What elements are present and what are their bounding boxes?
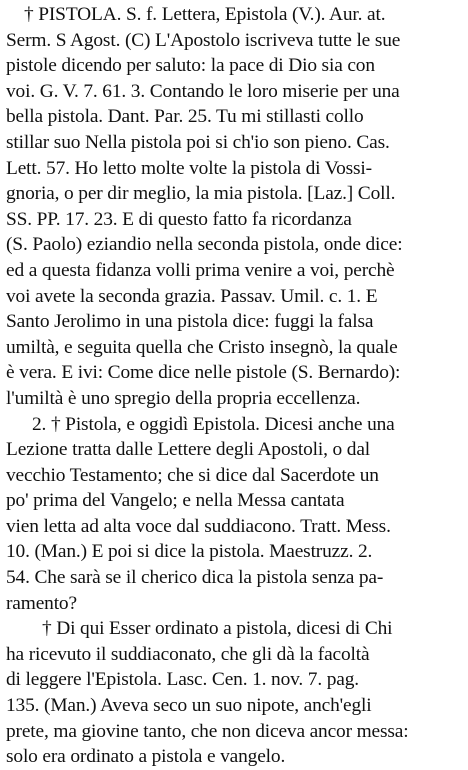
text-line: Lezione tratta dalle Lettere degli Apostoli, o dal bbox=[6, 439, 371, 461]
entry-paragraph-sense-2-subentry bbox=[6, 616, 462, 770]
text-line: è vera. E ivi: Come dice nelle pistole (S. Bernardo): bbox=[6, 362, 401, 384]
text-line: vien letta ad alta voce dal suddiacono. Tratt. Mess. bbox=[6, 515, 391, 537]
text-line: Lett. 57. Ho letto molte volte la pistola di Vossi- bbox=[6, 157, 372, 179]
text-line: solo era ordinato a pistola e vangelo. bbox=[6, 746, 286, 768]
text-line: † Di qui Esser ordinato a pistola, dicesi di Chi bbox=[42, 618, 393, 640]
text-line: umiltà, e seguita quella che Cristo insegnò, la quale bbox=[6, 336, 398, 358]
text-line: ha ricevuto il suddiaconato, che gli dà la facoltà bbox=[6, 643, 370, 665]
text-line: 2. † Pistola, e oggidì Epistola. Dicesi anche una bbox=[32, 413, 395, 435]
text-line: 135. (Man.) Aveva seco un suo nipote, anch'egli bbox=[6, 695, 372, 717]
text-line: di leggere l'Epistola. Lasc. Cen. 1. nov. 7. pag. bbox=[6, 669, 359, 691]
text-line: SS. PP. 17. 23. E di questo fatto fa ricordanza bbox=[6, 208, 352, 230]
text-line: stillar suo Nella pistola poi si ch'io son pieno. Cas. bbox=[6, 131, 390, 153]
text-line: bella pistola. Dant. Par. 25. Tu mi stillasti collo bbox=[6, 106, 364, 128]
text-line: l'umiltà è uno spregio della propria eccellenza. bbox=[6, 387, 361, 409]
text-line: pistole dicendo per saluto: la pace di Dio sia con bbox=[6, 55, 375, 77]
text-line: ramento? bbox=[6, 592, 77, 614]
entry-paragraph-pistola bbox=[6, 2, 462, 412]
text-line: po' prima del Vangelo; e nella Messa cantata bbox=[6, 490, 345, 512]
text-line: ed a questa fidanza volli prima venire a voi, perchè bbox=[6, 259, 395, 281]
text-line: voi avete la seconda grazia. Passav. Umil. c. 1. E bbox=[6, 285, 378, 307]
text-line: (S. Paolo) eziandio nella seconda pistola, onde dice: bbox=[6, 234, 403, 256]
entry-paragraph-sense-2 bbox=[6, 412, 462, 617]
text-line: vecchio Testamento; che si dice dal Sacerdote un bbox=[6, 464, 379, 486]
text-line: gnoria, o per dir meglio, la mia pistola. [Laz.] Coll. bbox=[6, 183, 396, 205]
text-line: voi. G. V. 7. 61. 3. Contando le loro miserie per una bbox=[6, 80, 400, 102]
text-line: prete, ma giovine tanto, che non diceva ancor messa: bbox=[6, 720, 409, 742]
text-line: 10. (Man.) E poi si dice la pistola. Maestruzz. 2. bbox=[6, 541, 373, 563]
text-line: † PISTOLA. S. f. Lettera, Epistola (V.). Aur. at. bbox=[24, 4, 386, 25]
text-line: Serm. S Agost. (C) L'Apostolo iscriveva tutte le sue bbox=[6, 29, 401, 51]
text-line: 54. Che sarà se il cherico dica la pistola senza pa- bbox=[6, 567, 384, 589]
text-line: Santo Jerolimo in una pistola dice: fuggi la falsa bbox=[6, 311, 374, 333]
